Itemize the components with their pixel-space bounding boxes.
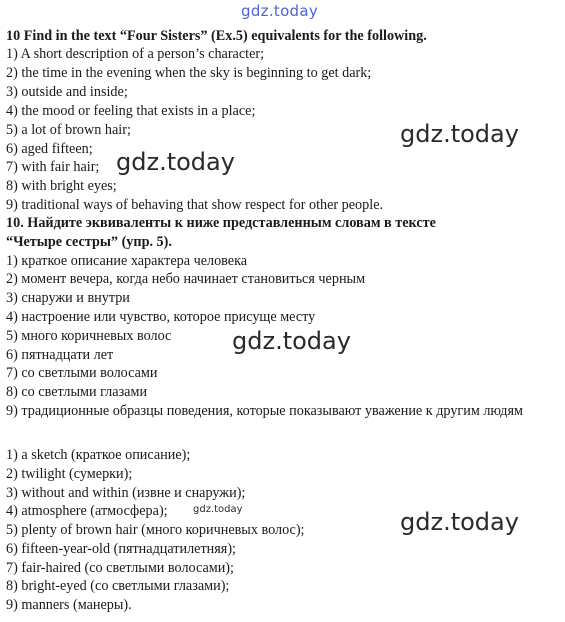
list-item: 9) традиционные образцы поведения, которые показывают уважение к другим людям — [6, 403, 524, 419]
list-item: 7) with fair hair; — [6, 159, 100, 175]
list-item: 6) aged fifteen; — [6, 141, 93, 157]
answer-item: 8) bright-eyed (со светлыми глазами); — [6, 578, 230, 594]
exercise-title-ru-line2: “Четыре сестры” (упр. 5). — [6, 234, 172, 250]
answer-item: 7) fair-haired (со светлыми волосами); — [6, 560, 234, 576]
list-item: 4) the mood or feeling that exists in a place; — [6, 103, 256, 119]
list-item: 7) со светлыми волосами — [6, 365, 158, 381]
exercise-title-en: 10 Find in the text “Four Sisters” (Ex.5) equivalents for the following. — [6, 28, 427, 44]
list-item: 8) со светлыми глазами — [6, 384, 148, 400]
list-item: 1) A short description of a person’s character; — [6, 46, 265, 62]
list-item: 1) краткое описание характера человека — [6, 253, 248, 269]
list-item: 3) снаружи и внутри — [6, 290, 130, 306]
watermark: gdz.today — [193, 504, 243, 515]
answer-item: 2) twilight (сумерки); — [6, 466, 133, 482]
list-item: 9) traditional ways of behaving that show respect for other people. — [6, 197, 384, 213]
answer-item: 9) manners (манеры). — [6, 597, 132, 613]
list-item: 5) a lot of brown hair; — [6, 122, 131, 138]
list-item: 8) with bright eyes; — [6, 178, 117, 194]
answer-item: 3) without and within (извне и снаружи); — [6, 485, 246, 501]
list-item: 2) the time in the evening when the sky is beginning to get dark; — [6, 65, 372, 81]
answer-item: 4) atmosphere (атмосфера); — [6, 503, 168, 519]
list-item: 5) много коричневых волос — [6, 328, 172, 344]
list-item: 6) пятнадцати лет — [6, 347, 114, 363]
watermark: gdz.today — [400, 120, 519, 148]
answer-item: 6) fifteen-year-old (пятнадцатилетняя); — [6, 541, 236, 557]
list-item: 3) outside and inside; — [6, 84, 128, 100]
watermark: gdz.today — [400, 508, 519, 536]
answer-item: 5) plenty of brown hair (много коричневых волос); — [6, 522, 305, 538]
watermark-top: gdz.today — [241, 2, 319, 20]
list-item: 4) настроение или чувство, которое присуще месту — [6, 309, 316, 325]
exercise-title-ru-line1: 10. Найдите эквиваленты к ниже представленным словам в тексте — [6, 215, 436, 231]
answer-item: 1) a sketch (краткое описание); — [6, 447, 191, 463]
watermark: gdz.today — [116, 148, 235, 176]
list-item: 2) момент вечера, когда небо начинает становиться черным — [6, 271, 366, 287]
watermark: gdz.today — [232, 327, 351, 355]
